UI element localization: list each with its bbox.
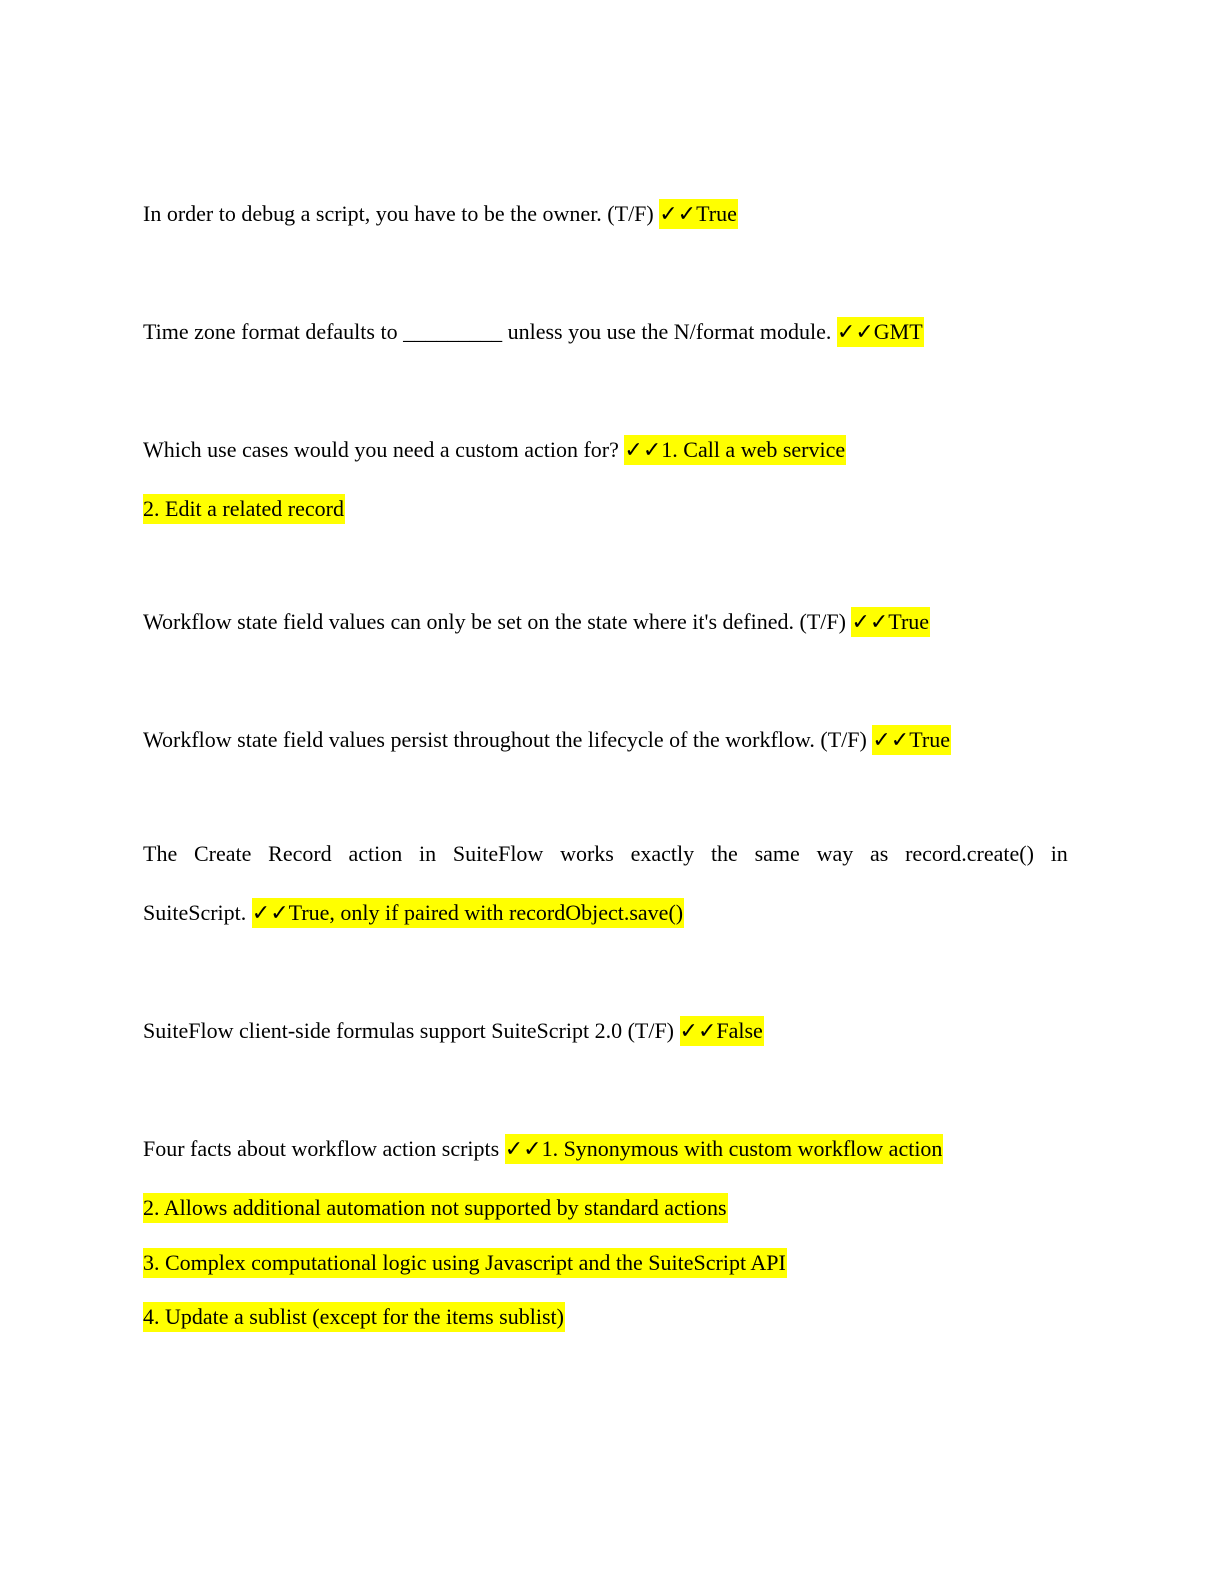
question-5-text: Workflow state field values persist throughout the lifecycle of the workflow. (T/F) <box>143 727 873 752</box>
question-7-answer: ✓✓False <box>680 1016 764 1046</box>
question-8-answer-line-2 <box>143 1193 728 1223</box>
question-8 <box>143 1134 943 1164</box>
question-6-word: action <box>348 841 403 866</box>
question-6-text-cont: SuiteScript. <box>143 900 252 925</box>
question-7 <box>143 1016 764 1046</box>
question-8-answer: ✓✓1. Synonymous with custom workflow action <box>505 1134 944 1164</box>
question-6-word: Create <box>193 841 252 866</box>
question-3-answer-item-2: 2. Edit a related record <box>143 494 345 524</box>
question-6-line-2 <box>143 898 684 928</box>
question-6-word: exactly <box>630 841 695 866</box>
question-8-answer-item-3: 3. Complex computational logic using Javascript and the SuiteScript API <box>143 1248 787 1278</box>
question-8-answer-line-3 <box>143 1248 787 1278</box>
question-5 <box>143 725 951 755</box>
question-1 <box>143 199 738 229</box>
question-4-text: Workflow state field values can only be set on the state where it's defined. (T/F) <box>143 609 852 634</box>
question-6-word: in <box>418 841 437 866</box>
question-6-word: SuiteFlow <box>452 841 544 866</box>
question-4 <box>143 607 930 637</box>
question-6-word: record.create() <box>905 841 1034 866</box>
question-6-word: as <box>869 841 889 866</box>
question-6-word: the <box>710 841 738 866</box>
question-1-answer: ✓✓True <box>659 199 738 229</box>
question-3-answer-line-2 <box>143 494 345 524</box>
question-4-answer: ✓✓True <box>851 607 930 637</box>
question-3-answer: ✓✓1. Call a web service <box>624 435 846 465</box>
question-6-word: Record <box>268 841 332 866</box>
question-8-answer-item-2: 2. Allows additional automation not supported by standard actions <box>143 1193 728 1223</box>
question-6-answer: ✓✓True, only if paired with recordObject.save() <box>252 898 684 928</box>
question-2 <box>143 317 924 347</box>
question-6-word: same <box>754 841 800 866</box>
question-8-text: Four facts about workflow action scripts <box>143 1136 505 1161</box>
question-7-text: SuiteFlow client-side formulas support SuiteScript 2.0 (T/F) <box>143 1018 680 1043</box>
question-6-word: works <box>560 841 614 866</box>
question-6-word: The <box>143 841 178 866</box>
question-2-text: Time zone format defaults to _________ unless you use the N/format module. <box>143 319 837 344</box>
question-3-text: Which use cases would you need a custom action for? <box>143 437 625 462</box>
question-5-answer: ✓✓True <box>872 725 951 755</box>
question-8-answer-item-4: 4. Update a sublist (except for the items sublist) <box>143 1302 565 1332</box>
question-8-answer-line-4 <box>143 1302 565 1332</box>
question-2-answer: ✓✓GMT <box>837 317 924 347</box>
question-1-text: In order to debug a script, you have to be the owner. (T/F) <box>143 201 660 226</box>
question-6-word: way <box>816 841 854 866</box>
question-6-word: in <box>1050 841 1068 866</box>
question-6 <box>143 839 1068 869</box>
question-3 <box>143 435 846 465</box>
